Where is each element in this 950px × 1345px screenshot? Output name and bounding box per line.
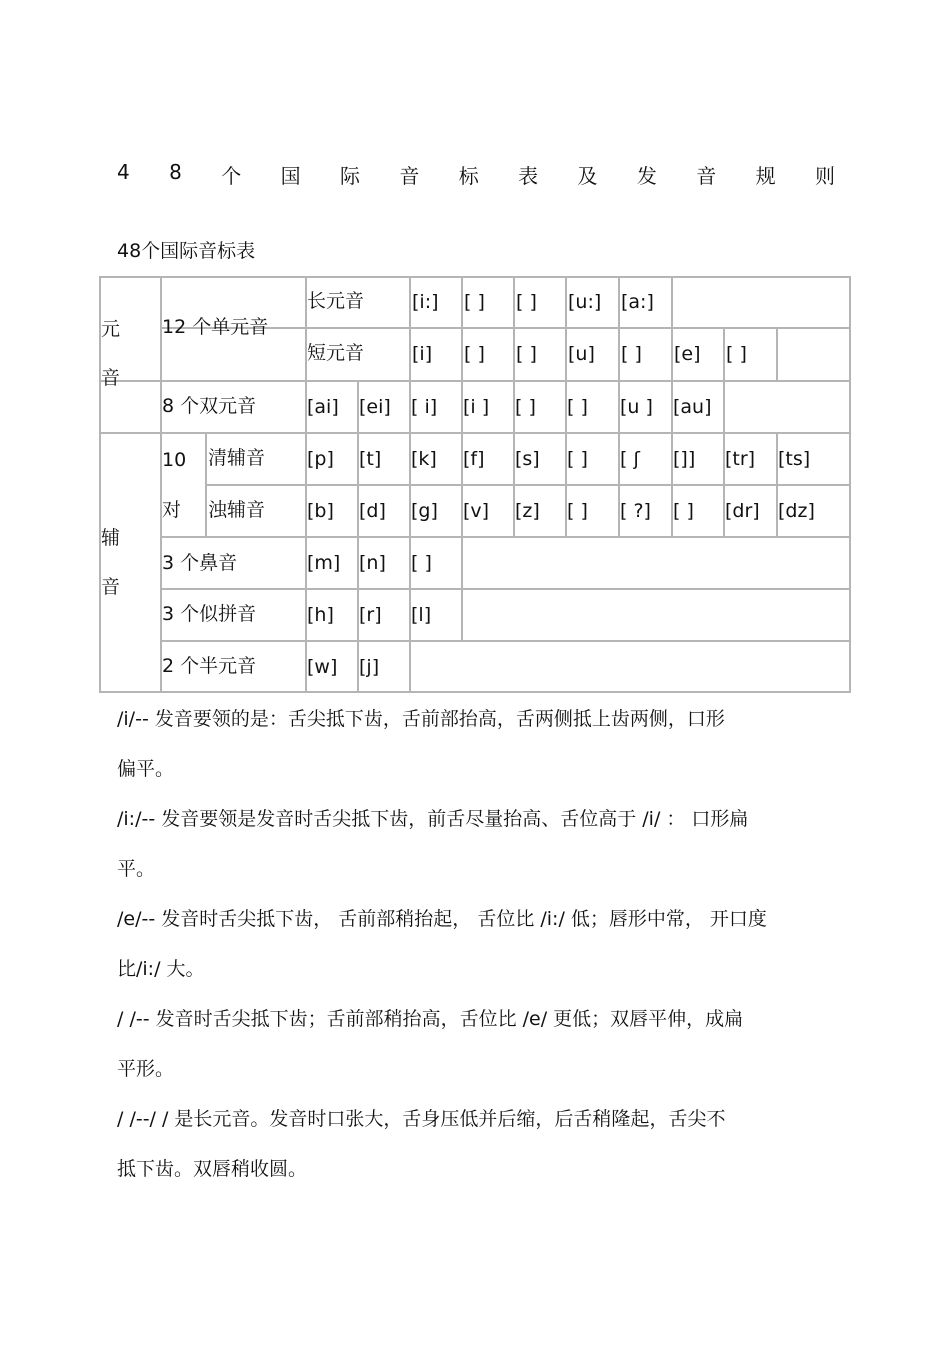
phoneme-cell: [w] [307,656,338,678]
table-rule [565,276,567,329]
phoneme-cell: [dr] [725,500,760,522]
diphthongs-label: 8 个双元音 [162,395,257,417]
phoneme-cell: [ ] [464,343,485,365]
note-line: 抵下齿。双唇稍收圆。 [117,1158,308,1180]
phoneme-cell: [ ] [411,552,432,574]
phoneme-cell: [z] [515,500,540,522]
note-line: 偏平。 [117,758,175,780]
phoneme-cell: [j] [359,656,380,678]
table-rule [461,536,463,590]
table-rule [776,327,778,382]
table-rule [160,640,851,642]
table-rule [160,276,162,693]
note-line: / /-- 发音时舌尖抵下齿；舌前部稍抬高，舌位比 /e/ 更低；双唇平伸，成扁 [117,1008,744,1030]
table-rule [513,276,515,329]
phoneme-cell: [tr] [725,448,756,470]
pairs-label: 10 [162,449,187,471]
table-rule [671,276,673,329]
phoneme-cell: [f] [463,448,485,470]
phoneme-cell: [d] [359,500,386,522]
phoneme-cell: [k] [411,448,437,470]
table-rule [160,536,851,538]
table-rule [565,327,567,382]
title-char: 4 [117,160,130,184]
nasals-label: 3 个鼻音 [162,552,238,574]
phoneme-cell: [h] [307,604,334,626]
table-rule [513,327,515,382]
note-line: /i/-- 发音要领的是：舌尖抵下齿，舌前部抬高，舌两侧抵上齿两侧，口形 [117,708,725,730]
table-rule [461,588,463,642]
vowels-label: 音 [101,367,121,389]
note-line: 比/i:/ 大。 [117,958,205,980]
phoneme-cell: [r] [359,604,382,626]
title-char: 发 [636,164,657,188]
phoneme-cell: [n] [359,552,386,574]
phoneme-cell: [ ] [567,500,588,522]
table-rule [99,691,851,693]
note-line: /e/-- 发音时舌尖抵下齿， 舌前部稍抬起， 舌位比 /i:/ 低；唇形中常， 开口度 [117,908,767,930]
table-rule [205,432,207,538]
phoneme-cell: [i:] [412,291,439,313]
phoneme-cell: [u] [568,343,595,365]
table-rule [671,327,673,382]
table-rule [723,380,725,434]
phoneme-cell: [p] [307,448,334,470]
title-char: 国 [280,164,301,188]
pairs-label: 对 [162,499,182,521]
title-char: 个 [221,164,242,188]
phoneme-cell: [ei] [359,396,391,418]
phoneme-cell: [v] [463,500,490,522]
phoneme-cell: [ ?] [620,500,651,522]
phoneme-cell: [ ] [464,291,485,313]
phoneme-cell: [t] [359,448,382,470]
note-line: 平形。 [117,1058,175,1080]
phoneme-cell: [ ] [515,396,536,418]
phoneme-cell: [ ] [673,500,694,522]
phoneme-cell: [i] [412,343,433,365]
table-rule [99,432,851,434]
phoneme-cell: [ai] [307,396,339,418]
phoneme-cell: [s] [515,448,540,470]
phoneme-cell: [e] [674,343,701,365]
phoneme-cell: [ ] [516,291,537,313]
table-caption: 48个国际音标表 [117,240,256,262]
table-rule [461,276,463,329]
phoneme-cell: []] [673,448,696,470]
table-rule [99,380,851,382]
phoneme-cell: [au] [673,396,712,418]
title-char: 音 [399,164,420,188]
phoneme-cell: [ i] [411,396,438,418]
phoneme-cell: [a:] [621,291,654,313]
vowels-label: 元 [101,318,121,340]
title-char: 则 [814,164,835,188]
table-rule [618,327,620,382]
phoneme-cell: [g] [411,500,438,522]
table-rule [409,276,411,382]
short-vowels-label: 短元音 [307,342,365,364]
phoneme-cell: [u:] [568,291,602,313]
table-rule [849,276,851,693]
phoneme-cell: [ ] [567,448,588,470]
note-line: 平。 [117,858,156,880]
phoneme-cell: [ ] [621,343,642,365]
phoneme-cell: [u ] [620,396,653,418]
table-rule [409,640,411,693]
long-vowels-label: 长元音 [307,290,365,312]
phoneme-cell: [ts] [778,448,811,470]
table-rule [205,484,851,486]
liquids-label: 3 个似拼音 [162,603,257,625]
semivowels-label: 2 个半元音 [162,655,257,677]
consonants-label: 音 [101,576,121,598]
voiced-label: 浊辅音 [208,499,266,521]
title-char: 8 [169,160,182,184]
phoneme-cell: [ ] [567,396,588,418]
table-rule [618,276,620,329]
title-char: 标 [458,164,479,188]
voiceless-label: 清辅音 [208,447,266,469]
phoneme-cell: [l] [411,604,432,626]
phoneme-cell: [m] [307,552,341,574]
phoneme-cell: [ ʃ [620,448,640,470]
table-rule [160,588,851,590]
title-char: 规 [755,164,776,188]
consonants-label: 辅 [101,527,121,549]
phoneme-cell: [dz] [778,500,815,522]
note-line: /i:/-- 发音要领是发音时舌尖抵下齿，前舌尽量抬高、舌位高于 /i/ ： 口形扁 [117,808,749,830]
phoneme-cell: [i ] [463,396,490,418]
phoneme-cell: [ ] [516,343,537,365]
title-char: 音 [696,164,717,188]
table-rule [99,276,851,278]
phoneme-cell: [b] [307,500,334,522]
table-rule [723,327,725,382]
title-char: 及 [577,164,598,188]
title-char: 际 [339,164,360,188]
table-rule [461,327,463,382]
title-char: 表 [518,164,539,188]
note-line: / /--/ / 是长元音。发音时口张大，舌身压低并后缩，后舌稍隆起，舌尖不 [117,1108,726,1130]
monophthongs-label: 12 个单元音 [162,316,269,338]
phoneme-cell: [ ] [726,343,747,365]
